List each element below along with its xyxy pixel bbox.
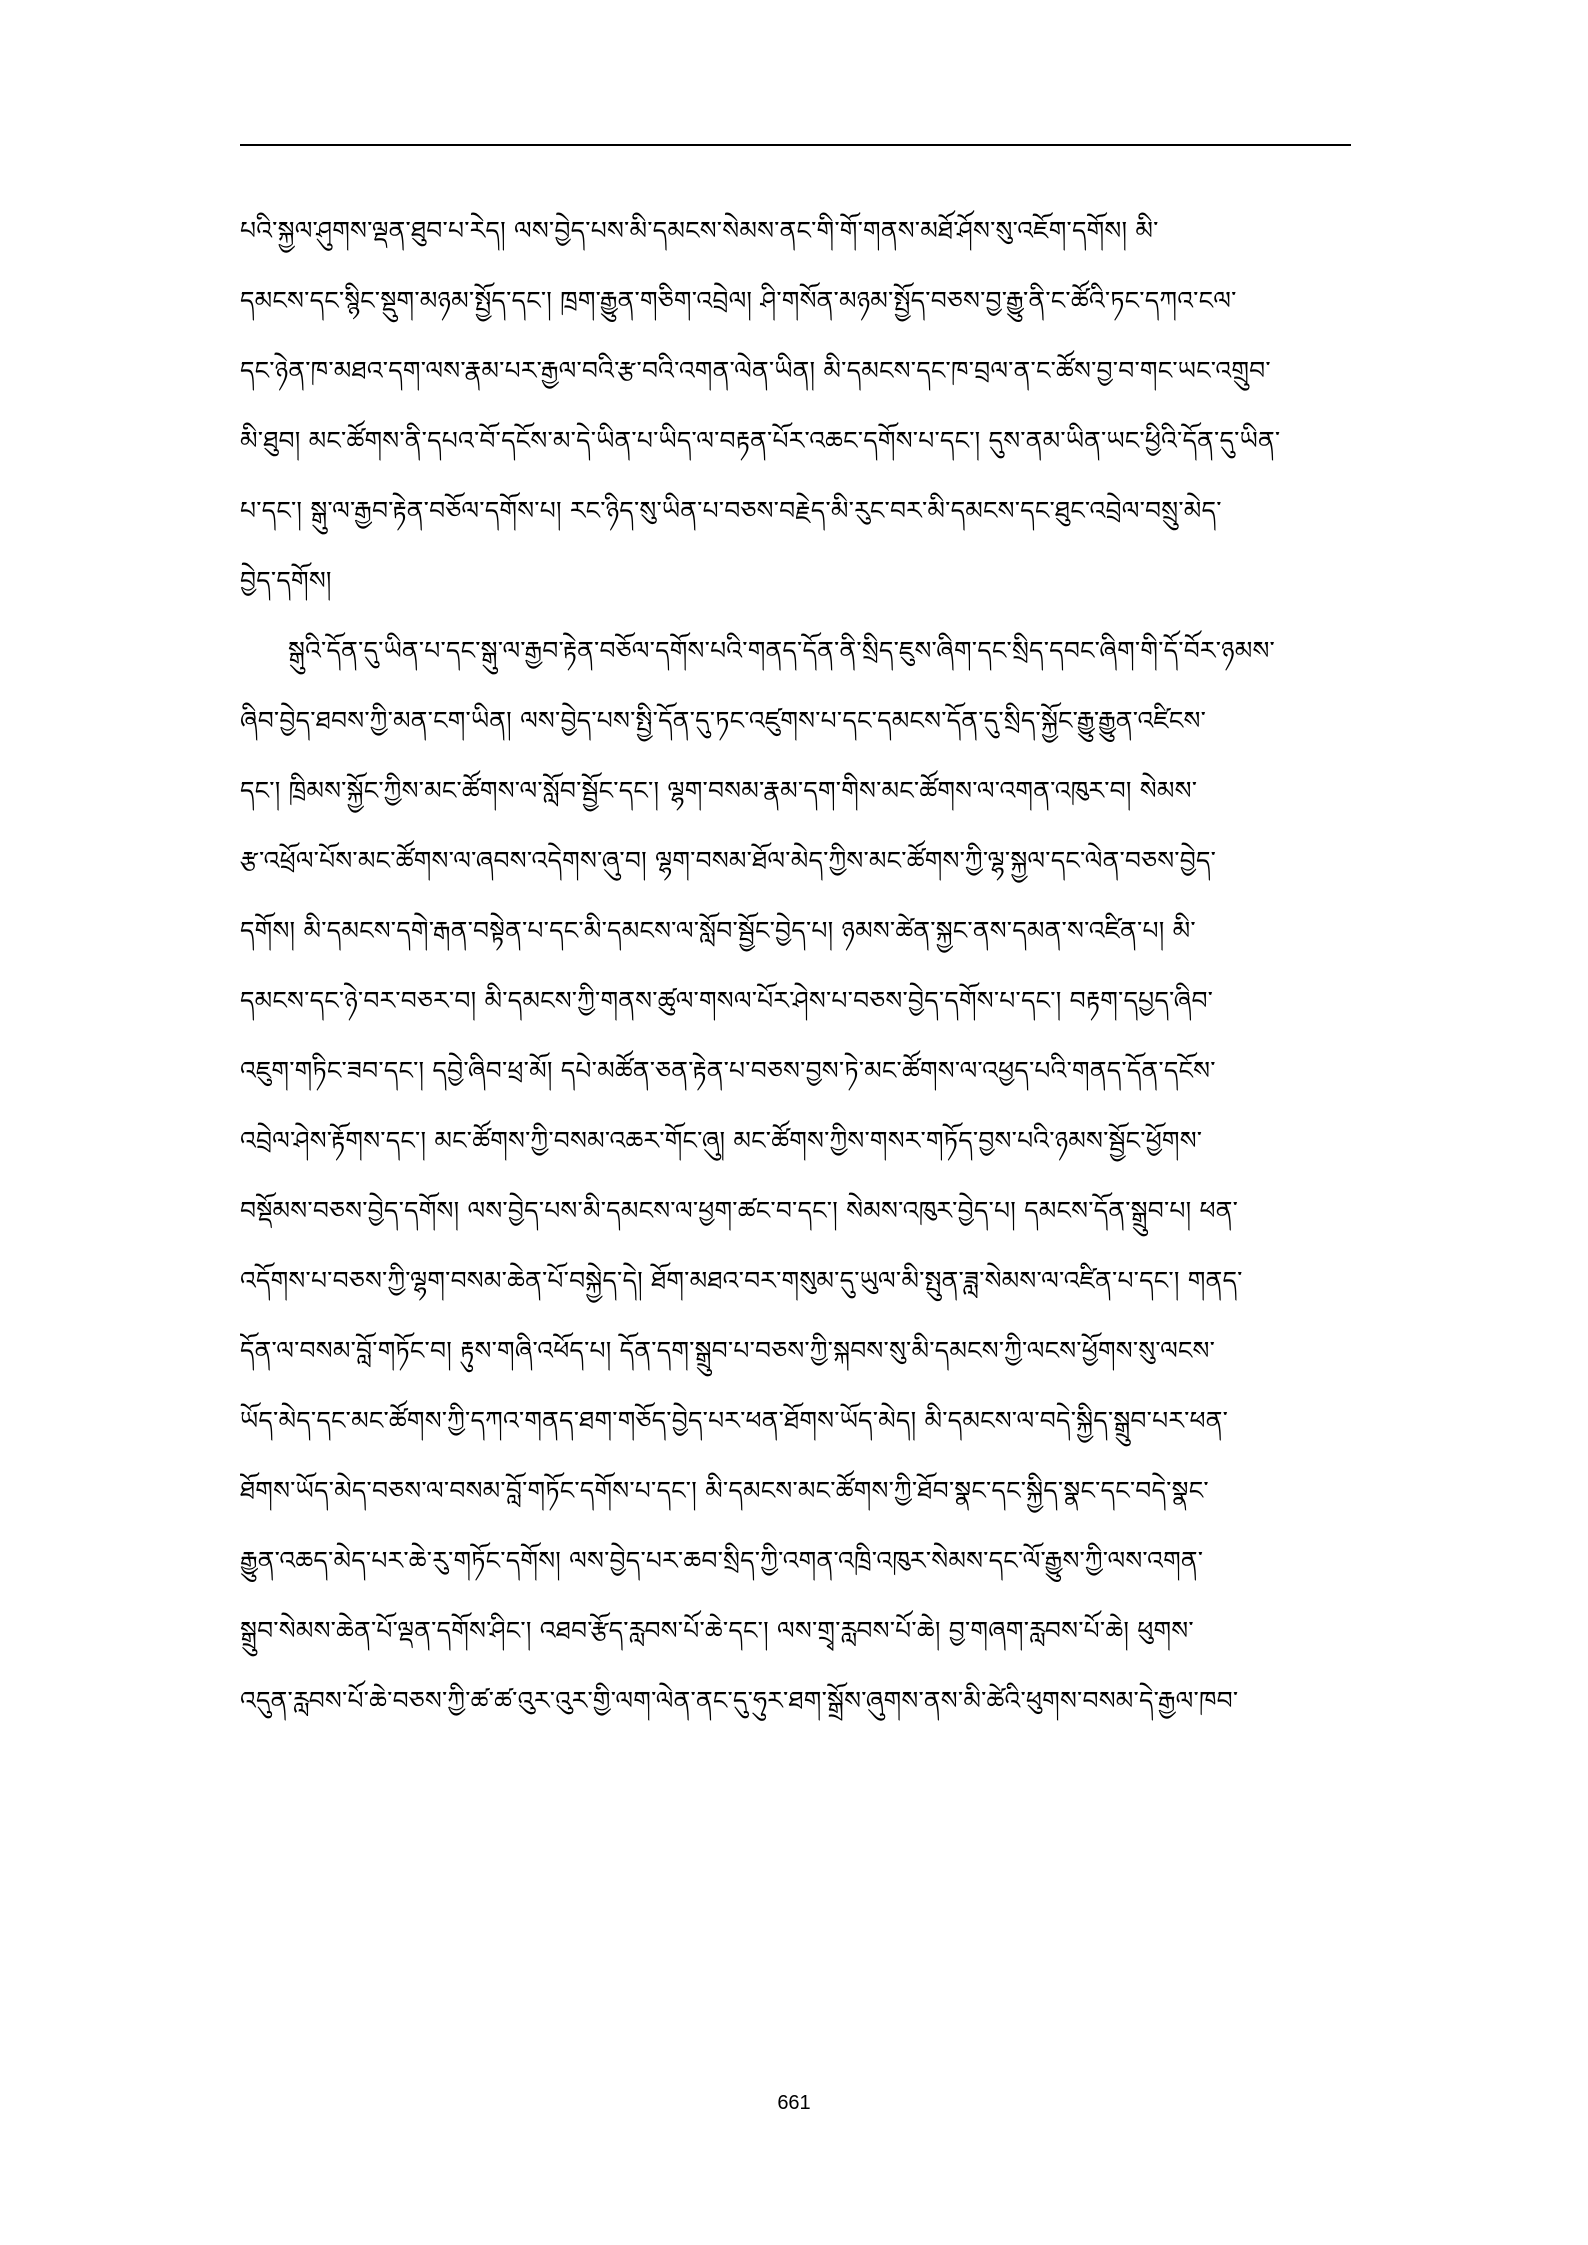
text-line: དགོས། མི་དམངས་དགེ་རྒན་བསྟེན་པ་དང་མི་དམངས་ལ་སློབ་སྦྱོང་བྱེད་པ། ཉམས་ཚེན་སྐྱང་ནས་དམན་ས་འཛིན་པ། མི་ — [240, 916, 1196, 945]
text-line: ཐོགས་ཡོད་མེད་བཅས་ལ་བསམ་བློ་གཏོང་དགོས་པ་དང་། མི་དམངས་མང་ཚོགས་ཀྱི་ཐོབ་སྣང་དང་སྐྱིད་སྣང་དང་བདེ་སྣང་ — [240, 1476, 1209, 1505]
text-line: དོན་ལ་བསམ་བློ་གཏོང་བ། རྟུས་གཞི་འཕོད་པ། དོན་དག་སྒྲུབ་པ་བཅས་ཀྱི་སྐབས་སུ་མི་དམངས་ཀྱི་ལངས་ཕྱོགས་སུ་ལངས་ — [240, 1336, 1216, 1365]
text-line: དམངས་དང་སྙིང་སྡུག་མཉམ་སྤྱོད་དང་། ཁྲག་རྒྱུན་གཅིག་འབྲེལ། ཤི་གསོན་མཉམ་སྤྱོད་བཅས་བྱ་རྒྱུ་ནི་ང་ཚོའི་ཏང་དཀའ་ངལ་ — [240, 286, 1237, 315]
text-line: དང་ཉེན་ཁ་མཐའ་དག་ལས་རྣམ་པར་རྒྱལ་བའི་རྩ་བའི་འགན་ལེན་ཡིན། མི་དམངས་དང་ཁ་བྲལ་ན་ང་ཚོས་བྱ་བ་གང་ཡང་འགྲུབ་ — [240, 356, 1271, 385]
text-line: དམངས་དང་ཉེ་བར་བཅར་བ། མི་དམངས་ཀྱི་གནས་ཚུལ་གསལ་པོར་ཤེས་པ་བཅས་བྱེད་དགོས་པ་དང་། བརྟག་དཔྱད་ཞིབ་ — [240, 986, 1214, 1015]
text-line: སྒུའི་དོན་དུ་ཡིན་པ་དང་སྒུ་ལ་རྒྱབ་རྟེན་བཅོལ་དགོས་པའི་གནད་དོན་ནི་སྲིད་ཇུས་ཞིག་དང་སྲིད་དབང་ཞིག་གི་དོ་བོར་ཉམས་ — [288, 636, 1276, 665]
text-line: ཡོད་མེད་དང་མང་ཚོགས་ཀྱི་དཀའ་གནད་ཐག་གཅོད་བྱེད་པར་ཕན་ཐོགས་ཡོད་མེད། མི་དམངས་ལ་བདེ་སྐྱིད་སྒྲུབ་པར་ཕན་ — [240, 1406, 1229, 1435]
text-line: ཞིབ་བྱེད་ཐབས་ཀྱི་མན་ངག་ཡིན། ལས་བྱེད་པས་སྤྱི་དོན་དུ་ཏང་འཛུགས་པ་དང་དམངས་དོན་དུ་སྲིད་སྐྱོང་རྒྱུ་རྒྱུན་འཛིངས་ — [240, 706, 1207, 735]
text-line: འབྲེལ་ཤེས་རྟོགས་དང་། མང་ཚོགས་ཀྱི་བསམ་འཆར་གོང་ཞུ། མང་ཚོགས་ཀྱིས་གསར་གཏོད་བྱས་པའི་ཉམས་སྦྱོང་ཕྱོགས་ — [240, 1126, 1203, 1155]
text-line: རྒྱུན་འཆད་མེད་པར་ཆེ་རུ་གཏོང་དགོས། ལས་བྱེད་པར་ཆབ་སྲིད་ཀྱི་འགན་འཁྲི་འཁུར་སེམས་དང་ལོ་རྒྱུས་ཀྱི་ལས་འགན་ — [240, 1546, 1204, 1575]
page-number: 661 — [777, 2092, 811, 2114]
text-line: རྩ་འཕྲོལ་པོས་མང་ཚོགས་ལ་ཞབས་འདེགས་ཞུ་བ། ལྷག་བསམ་ཐོལ་མེད་ཀྱིས་མང་ཚོགས་ཀྱི་ལྷ་སྐྱལ་དང་ལེན་བཅས་བྱེད་ — [240, 846, 1217, 875]
text-line: བྱེད་དགོས། — [240, 566, 332, 595]
body-text — [240, 196, 1351, 1736]
text-line: བསྡོམས་བཅས་བྱེད་དགོས། ལས་བྱེད་པས་མི་དམངས་ལ་ཕྱག་ཚང་བ་དང་། སེམས་འཁུར་བྱེད་པ། དམངས་དོན་སྒྲུབ་པ། ཕན་ — [240, 1196, 1239, 1225]
text-line: འདོགས་པ་བཅས་ཀྱི་ལྷག་བསམ་ཆེན་པོ་བསྐྱེད་དེ། ཐོག་མཐའ་བར་གསུམ་དུ་ཡུལ་མི་སྤུན་ཟླ་སེམས་ལ་འཛིན་པ་དང་། གནད་ — [240, 1266, 1243, 1295]
text-line: དང་། ཁྲིམས་སྐྱོང་ཀྱིས་མང་ཚོགས་ལ་སློབ་སྦྱོང་དང་། ལྷག་བསམ་རྣམ་དག་གིས་མང་ཚོགས་ལ་འགན་འཁུར་བ། སེམས་ — [240, 776, 1198, 805]
text-line: འཇུག་གཏིང་ཟབ་དང་། དབྱེ་ཞིབ་ཕྲ་མོ། དཔེ་མཚོན་ཅན་རྟེན་པ་བཅས་བྱས་ཏེ་མང་ཚོགས་ལ་འཕྱད་པའི་གནད་དོན་དངོས་ — [240, 1056, 1216, 1085]
text-line: མི་ཐུབ། མང་ཚོགས་ནི་དཔའ་བོ་དངོས་མ་དེ་ཡིན་པ་ཡིད་ལ་བརྟན་པོར་འཆང་དགོས་པ་དང་། དུས་ནམ་ཡིན་ཡང་ཕྱིའི་དོན་དུ་ཡིན་ — [240, 426, 1281, 455]
text-line: པའི་སྐྱལ་ཤུགས་ལྡན་ཐུབ་པ་རེད། ལས་བྱེད་པས་མི་དམངས་སེམས་ནང་གི་གོ་གནས་མཐོ་ཤོས་སུ་འཇོག་དགོས། མི་ — [240, 216, 1159, 245]
paragraph-2 — [240, 616, 1351, 1736]
header-rule — [240, 144, 1351, 146]
text-line: འདུན་རླབས་པོ་ཆེ་བཅས་ཀྱི་ཚ་ཚ་འུར་འུར་གྱི་ལག་ལེན་ནང་དུ་ཧུར་ཐག་སྒྲོས་ཞུགས་ནས་མི་ཚེའི་ཕུགས་བསམ་དེ་རྒྱལ་ཁབ་ — [240, 1686, 1239, 1715]
text-line: སྒྲུབ་སེམས་ཆེན་པོ་ལྡན་དགོས་ཤིང་། འཐབ་རྩོད་རླབས་པོ་ཆེ་དང་། ལས་གྲྭ་རླབས་པོ་ཆེ། བྱ་གཞག་རླབས་པོ་ཆེ། ཕུགས་ — [240, 1616, 1194, 1645]
text-line: པ་དང་། སྒུ་ལ་རྒྱབ་རྟེན་བཅོལ་དགོས་པ། རང་ཉིད་སུ་ཡིན་པ་བཅས་བརྗེད་མི་རུང་བར་མི་དམངས་དང་ཐུང་འབྲེལ་བསྲུ་མེད་ — [240, 496, 1222, 525]
paragraph-1 — [240, 196, 1351, 616]
